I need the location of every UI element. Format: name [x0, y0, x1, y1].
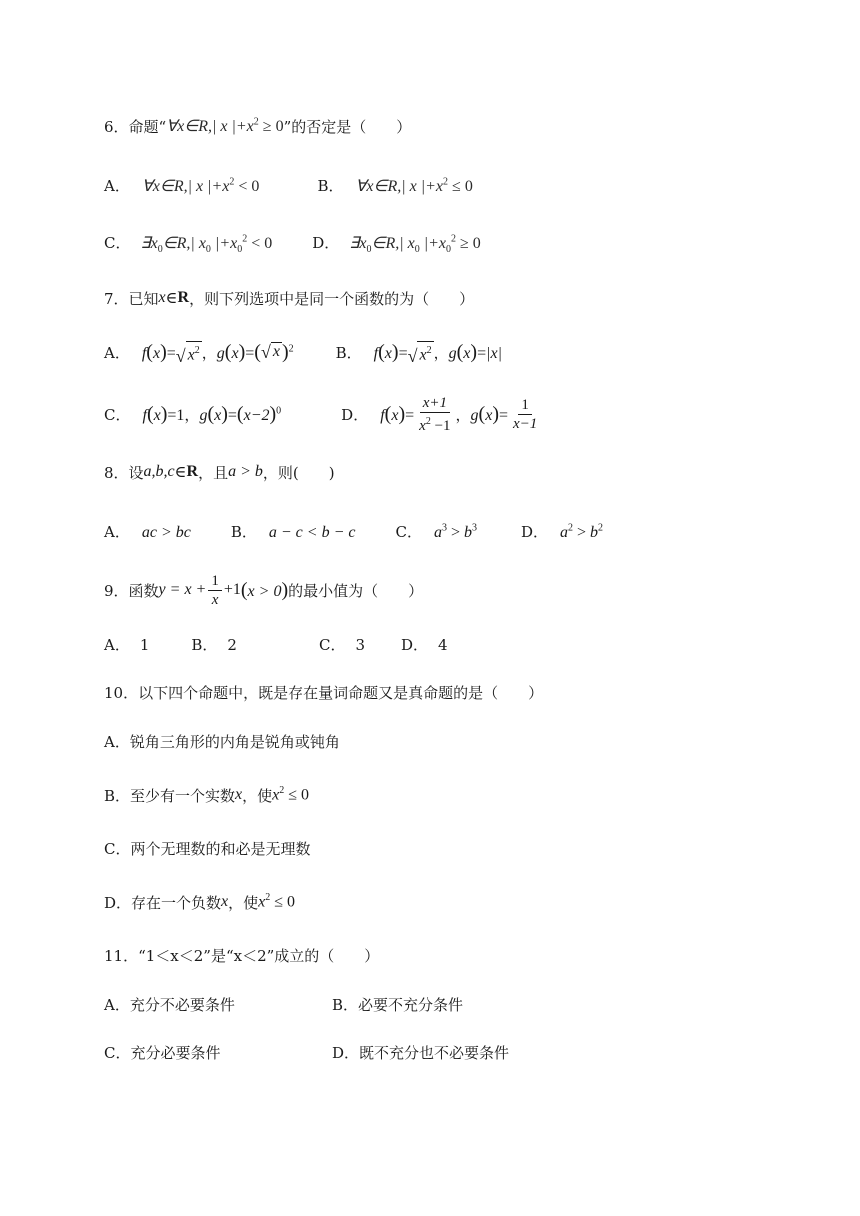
q6-stem-suffix: ”的否定是（ ） [283, 117, 412, 136]
q6-stem-math: ∀x∈R,| x $|+x^2 \ge 0$ [166, 116, 284, 135]
q10-stem: 10．以下四个命题中，既是存在量词命题又是真命题的是（ ） [104, 683, 544, 702]
q7-option-a: A． f(x)= √ $x^2$ ， g(x)= ( √ x )$^2$ [104, 341, 294, 366]
q10-option-d: D．存在一个负数 x ，使 $x^2 \le 0$ [104, 892, 296, 912]
q6-options-cd [104, 230, 481, 258]
q8-option-c: C． $a^3 > b^3$ [395, 522, 477, 541]
q6-options-ab [104, 171, 473, 199]
q7-option-d: D． f(x)= $\frac{x+1}{x^2 -1}$ ， g(x)= $\frac{1}{x-1}$ [341, 394, 538, 434]
q6-stem [104, 112, 411, 140]
q9-option-c: C． 3 [318, 635, 365, 654]
q9-option-d: D． 4 [401, 635, 448, 654]
q9-options [104, 630, 448, 658]
q11-options-ab [104, 990, 463, 1018]
q6-option-c: C． $\exists x_0\in R,|$ $x_0$ $|+x_0^2 < 0$ [104, 234, 273, 256]
q9-option-a: A． 1 [104, 635, 150, 654]
q10-option-c: C．两个无理数的和必是无理数 [104, 839, 311, 858]
q9-option-b: B． 2 [191, 635, 237, 654]
q8-option-a: A． ac > bc [104, 522, 191, 541]
q7-option-b: B． f(x)= √ $x^2$ ， g(x)=|x| [335, 341, 502, 366]
q8-options [104, 517, 603, 545]
q7-option-c: C． f(x)=1 ， $g(x)=(x-2)^0$ [104, 402, 282, 425]
q6-option-b: B． ∀x∈R,| x $|+x^2 \le 0$ [317, 176, 473, 195]
q11-option-d: D．既不充分也不必要条件 [332, 1043, 510, 1062]
q6-option-d: D． $\exists x_0\in R,|$ $x_0$ $|+x_0^2 \ge 0$ [312, 234, 481, 256]
q11-stem: 11．“1＜x＜2”是“x＜2”成立的（ ） [104, 946, 380, 965]
q6-option-a: A． ∀x∈R,| x $|+x^2 < 0$ [104, 176, 260, 195]
q10-option-b: B．至少有一个实数 x ，使 $x^2 \le 0$ [104, 785, 310, 805]
q11-option-a: A．充分不必要条件 [104, 995, 235, 1014]
q11-option-c: C．充分必要条件 [104, 1043, 221, 1062]
q11-option-b: B．必要不充分条件 [332, 995, 464, 1014]
q7-options-cd [104, 394, 542, 434]
q8-option-b: B． a − c < b − c [230, 522, 356, 541]
q7-stem: 7．已知 x ∈ R ，则下列选项中是同一个函数的为（ ） [104, 289, 475, 308]
q9-stem: 9．函数 y = x + $\frac{1}{x}$ +1 (x > 0) 的最小值为（ ） [104, 572, 424, 608]
q8-option-d: D． $a^2 > b^2$ [520, 522, 604, 541]
q11-options-cd [104, 1038, 509, 1066]
q7-options-ab [104, 338, 502, 368]
q8-stem: 8．设 a,b,c ∈ R ，且 a > b ，则( ) [104, 463, 335, 482]
q6-stem-prefix: 6．命题“ [104, 117, 167, 136]
q10-option-a: A．锐角三角形的内角是锐角或钝角 [104, 732, 340, 751]
